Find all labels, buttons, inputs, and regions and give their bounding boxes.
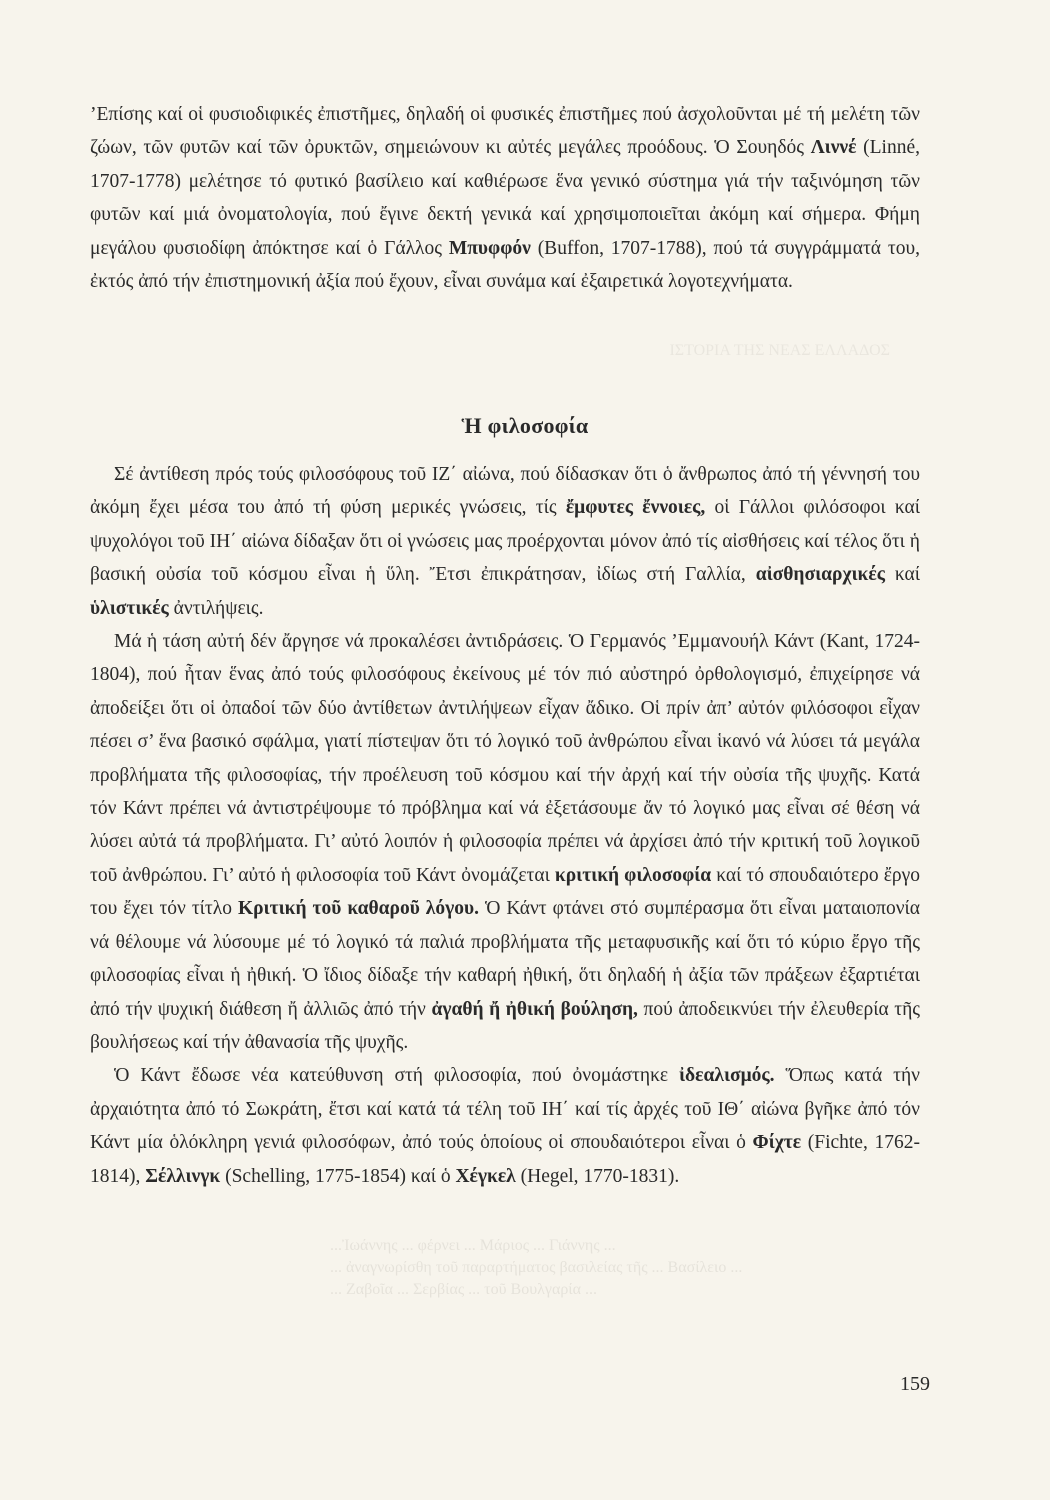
section-paragraph-1-segment: Σέ ἀντίθεση πρός τούς φιλοσόφους τοῦ ΙΖ΄ αἰώνα, πού δίδασκαν ὅτι ὁ ἄνθρωπος ἀπό τή γέννησή του ἀκόμη ἔχει μέσα του ἀπό τή φύση μερικές γνώσεις, τίς [90, 464, 920, 519]
intro-segment: Μπυφφόν [448, 237, 531, 259]
section-paragraph-1-segment: ἀντιλήψεις. [168, 597, 264, 619]
section-paragraph-3-segment: Ὅπως κατά τήν ἀρχαιότητα ἀπό τό Σωκράτη, ἔτσι καί κατά τά τέλη τοῦ ΙΗ΄ καί τίς ἀρχές τοῦ ΙΘ΄ αἰώνα βγῆκε ἀπό τόν Κάντ μία ὁλόκληρη γενιά φιλοσόφων, ἀπό τούς ὁποίους οἱ σπουδαιότεροι εἶναι ὁ [90, 1065, 920, 1154]
section-paragraph-3-segment: Ὁ Κάντ ἔδωσε νέα κατεύθυνση στή φιλοσοφία, πού ὀνομάστηκε [114, 1065, 680, 1087]
section-paragraph-2-segment: Μά ἡ τάση αὐτή δέν ἄργησε νά προκαλέσει ἀντιδράσεις. Ὁ Γερμανός ’Εμμανουήλ Κάντ (Kant, 1724-1804), πού ἦταν ἕνας ἀπό τούς φιλοσόφους ἐκείνους μέ τόν πιό αὐστηρό ὀρθολογισμό, ἐπιχείρησε νά ἀποδείξει ὅτι οἱ ὀπαδοί τῶν δύο ἀντίθετων ἀντιλήψεων εἶχαν ἄδικο. Οἱ πρίν ἀπ’ αὐτόν φιλόσοφοι εἶχαν πέσει σ’ ἕνα βασικό σφάλμα, γιατί πίστεψαν ὅτι τό λογικό τοῦ ἀνθρώπου εἶναι ἱκανό νά λύσει τά μεγάλα προβλήματα τῆς φιλοσοφίας, τήν προέλευση τοῦ κόσμου καί τήν ἀρχή καί τήν οὐσία τῆς ψυχῆς. Κατά τόν Κάντ πρέπει νά ἀντιστρέψουμε τό πρόβλημα καί νά ἐξετάσουμε ἄν τό λογικό μας εἶναι σέ θέση νά λύσει αὐτά τά προβλήματα. Γι’ αὐτό λοιπόν ἡ φιλοσοφία πρέπει νά ἀρχίσει ἀπό τήν κριτική τοῦ λογικοῦ τοῦ ἀνθρώπου. Γι’ αὐτό ἡ φιλοσοφία τοῦ Κάντ ὀνομάζεται [90, 631, 920, 886]
section-paragraph-3-segment: (Schelling, 1775-1854) καί ὁ [220, 1165, 456, 1187]
section-paragraph-2-segment: πού ἀποδεικνύει τήν ἐλευθερία τῆς βουλήσεως καί τήν ἀθανασία τῆς ψυχῆς. [90, 998, 921, 1053]
section-paragraph-2-segment: κριτική φιλοσοφία [554, 864, 712, 886]
show-through-text-top: ΙΣΤΟΡΙΑ ΤΗΣ ΝΕΑΣ ΕΛΛΑΔΟΣ [669, 342, 890, 359]
section-title: Ἡ φιλοσοφία [461, 413, 589, 438]
section-paragraph-1-segment: καί [884, 564, 920, 586]
intro-segment: (Linné, 1707-1778) μελέτησε τό φυτικό βασίλειο καί καθιέρωσε ἕνα γενικό σύστημα γιά τήν ταξινόμηση τῶν φυτῶν καί μιά ὀνοματολογία, πού ἔγινε δεκτή γενικά καί χρησιμοποιεῖται ἀκόμη καί σήμερα. Φήμη μεγάλου φυσιοδίφη ἀπόκτησε καί ὁ Γάλλος [90, 137, 921, 259]
section-paragraph-2-segment: καί τό σπουδαιότερο ἔργο του ἔχει τόν τίτλο [90, 864, 920, 920]
section-paragraph-3-segment: (Fichte, 1762-1814), [90, 1132, 920, 1187]
section-paragraph-3 [90, 1059, 920, 1193]
intro-paragraph [90, 98, 920, 298]
section-paragraph-2-segment: ἀγαθή ἤ ἠθική βούληση, [431, 998, 638, 1020]
page-number: 159 [900, 1373, 930, 1395]
section-paragraph-3-segment: Σέλλινγκ [145, 1165, 221, 1187]
intro-text [90, 98, 920, 298]
section-paragraph-1-segment: ὑλιστικές [90, 597, 169, 619]
section-paragraph-2-segment: Ὁ Κάντ φτάνει στό συμπέρασμα ὅτι εἶναι ματαιοπονία νά θέλουμε νά λύσουμε μέ τό λογικό τά παλιά προβλήματα τῆς μεταφυσικῆς καί ὅτι τό κύριο ἔργο τῆς φιλοσοφίας εἶναι ἡ ἠθική. Ὁ ἴδιος δίδαξε τήν καθαρή ἠθική, ὅτι δηλαδή ἡ ἀξία τῶν πράξεων ἐξαρτιέται ἀπό τήν ψυχική διάθεση ἤ ἀλλιῶς ἀπό τήν [90, 898, 921, 1020]
section-paragraph-1-segment: αἰσθησιαρχικές [755, 564, 885, 586]
section-paragraph-3-segment: ἰδεαλισμός. [679, 1065, 775, 1087]
section-paragraph-2 [90, 625, 920, 1059]
section-paragraph-2-segment: Κριτική τοῦ καθαροῦ λόγου. [237, 898, 480, 920]
section-paragraph-3-segment: Χέγκελ [455, 1165, 516, 1187]
section-paragraph-3-segment: (Hegel, 1770-1831). [515, 1165, 680, 1187]
section-paragraph-1 [90, 458, 920, 625]
intro-segment: (Buffon, 1707-1788), πού τά συγγράμματά του, ἐκτός ἀπό τήν ἐπιστημονική ἀξία πού ἔχουν, εἶναι συνάμα καί ἐξαιρετικά λογοτεχνήματα. [90, 237, 920, 293]
section-paragraph-3-segment: Φίχτε [752, 1132, 802, 1154]
intro-segment: ’Επίσης καί οἱ φυσιοδιφικές ἐπιστῆμες, δηλαδή οἱ φυσικές ἐπιστῆμες πού ἀσχολοῦνται μέ τή μελέτη τῶν ζώων, τῶν φυτῶν καί τῶν ὀρυκτῶν, σημειώνουν κι αὐτές μεγάλες προόδους. Ὁ Σουηδός [90, 104, 920, 159]
show-through-text-bottom: ...Ἰωάννης ... φέρνει ... Μάριος ... Γιάννης ... ... ἀναγνωρίσθη τοῦ παραρτήματος βασιλείας τῆς ... Βασίλειο ... ... Ζαβοῖα ... Σερβίας ... τοῦ Βουλγαρία ... [330, 1237, 743, 1298]
section-paragraph-1-segment: οἱ Γάλλοι φιλόσοφοι καί ψυχολόγοι τοῦ ΙΗ΄ αἰώνα δίδαξαν ὅτι οἱ γνώσεις μας προέρχονται μόνον ἀπό τίς αἰσθήσεις καί τέλος ὅτι ἡ βασική οὐσία τοῦ κόσμου εἶναι ἡ ὕλη. Ἔτσι ἐπικράτησαν, ἰδίως στή Γαλλία, [90, 497, 920, 586]
section-paragraph-1-segment: ἔμφυτες ἔννοιες, [565, 497, 706, 519]
section-body [90, 458, 920, 1193]
intro-segment: Λιννέ [810, 137, 857, 159]
